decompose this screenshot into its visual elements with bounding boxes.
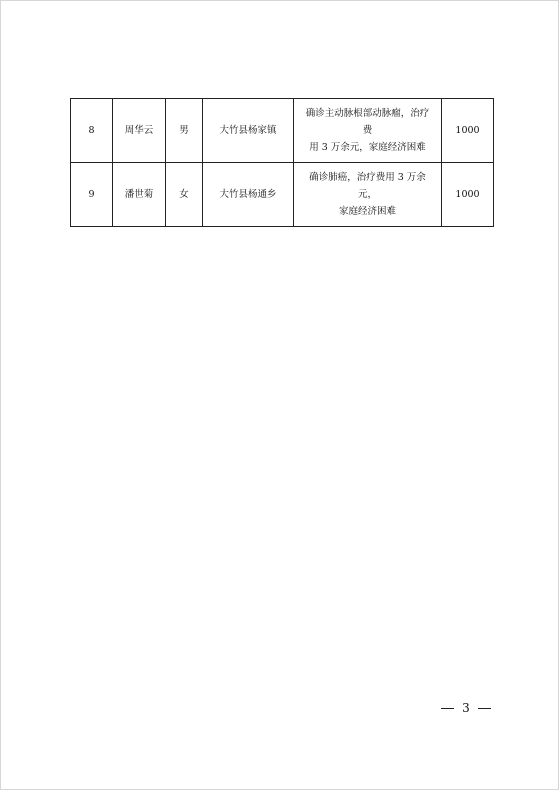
person-name: 潘世菊 [113,163,166,227]
footer-dash-left [441,708,454,709]
row-number: 8 [71,99,113,163]
person-name: 周华云 [113,99,166,163]
case-description-line: 用 3 万余元，家庭经济困难 [309,142,426,153]
footer-dash-right [478,708,491,709]
page-number: 3 [462,701,470,715]
case-description-line: 家庭经济困难 [338,206,396,217]
case-description [294,163,442,227]
person-gender: 男 [166,99,203,163]
aid-amount: 1000 [442,163,494,227]
row-number: 9 [71,163,113,227]
assistance-table [70,98,494,227]
person-gender: 女 [166,163,203,227]
case-description [294,99,442,163]
table-row [71,163,494,227]
person-address: 大竹县杨通乡 [203,163,294,227]
person-address: 大竹县杨家镇 [203,99,294,163]
aid-amount: 1000 [442,99,494,163]
case-description-line: 确诊主动脉根部动脉瘤，治疗费 [305,108,430,136]
case-description-line: 确诊肺癌，治疗费用 3 万余元， [309,172,426,200]
page-footer [441,701,491,715]
table-row [71,99,494,163]
